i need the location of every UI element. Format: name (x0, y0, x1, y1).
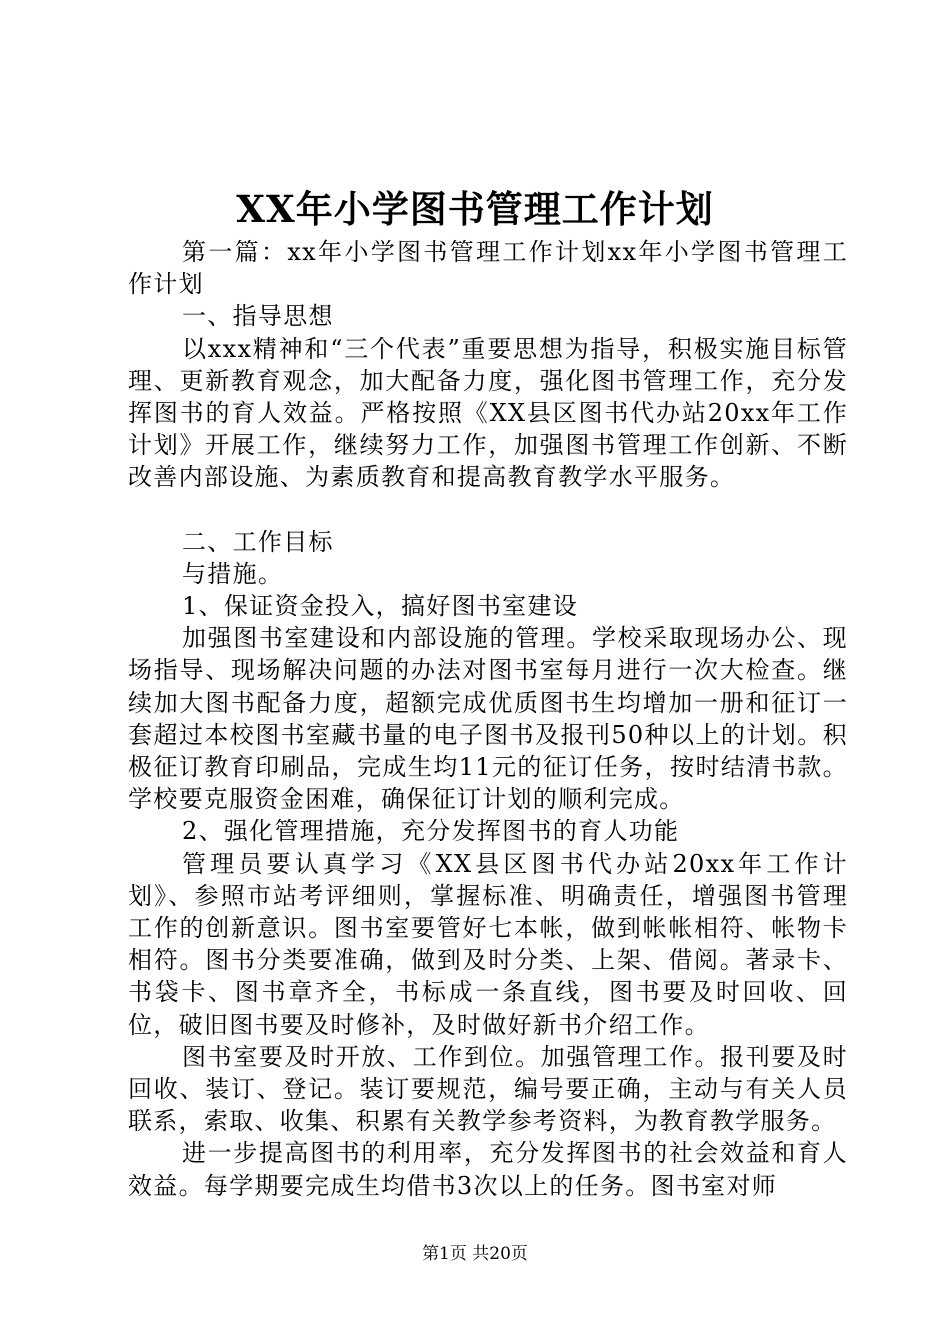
section-heading-work-goals: 二、工作目标 (182, 527, 334, 556)
paragraph-opening: 图书室要及时开放、工作到位。加强管理工作。报刊要及时回收、装订、登记。装订要规范，编号要正确，主动与有关人员联系，索取、收集、积累有关教学参考资料，为教育教学服务。 (128, 1042, 848, 1136)
paragraph-guiding-ideology: 以xxx精神和“三个代表”重要思想为指导，积极实施目标管理、更新教育观念，加大配备力度，强化图书管理工作，充分发挥图书的育人效益。严格按照《XX县区图书代办站20xx年工作计划》开展工作，继续努力工作，加强图书管理工作创新、不断改善内部设施、为素质教育和提高教育教学水平服务。 (128, 334, 848, 492)
subheading-management: 2、强化管理措施，充分发挥图书的育人功能 (182, 817, 680, 846)
document-title: XX年小学图书管理工作计划 (236, 187, 714, 231)
subheading-funding: 1、保证资金投入，搞好图书室建设 (182, 592, 579, 621)
paragraph-utilization: 进一步提高图书的利用率，充分发挥图书的社会效益和育人效益。每学期要完成生均借书3次以上的任务。图书室对师 (128, 1139, 848, 1200)
paragraph-measures: 与措施。 (182, 559, 284, 588)
paragraph-funding: 加强图书室建设和内部设施的管理。学校采取现场办公、现场指导、现场解决问题的办法对图书室每月进行一次大检查。继续加大图书配备力度，超额完成优质图书生均增加一册和征订一套超过本校图书室藏书量的电子图书及报刊50种以上的计划。积极征订教育印刷品，完成生均11元的征订任务，按时结清书款。学校要克服资金困难，确保征订计划的顺利完成。 (128, 624, 848, 814)
paragraph-blank (128, 494, 848, 526)
document-body (128, 236, 848, 1202)
section-heading-guiding-ideology: 一、指导思想 (182, 302, 334, 331)
page-number-footer: 第1页 共20页 (422, 1244, 528, 1264)
paragraph-chapter-heading: 第一篇：xx年小学图书管理工作计划xx年小学图书管理工作计划 (128, 238, 848, 299)
paragraph-management: 管理员要认真学习《XX县区图书代办站20xx年工作计划》、参照市站考评细则，掌握标准、明确责任，增强图书管理工作的创新意识。图书室要管好七本帐，做到帐帐相符、帐物卡相符。图书分类要准确，做到及时分类、上架、借阅。著录卡、书袋卡、图书章齐全，书标成一条直线，图书要及时回收、回位，破旧图书要及时修补，及时做好新书介绍工作。 (128, 849, 848, 1039)
